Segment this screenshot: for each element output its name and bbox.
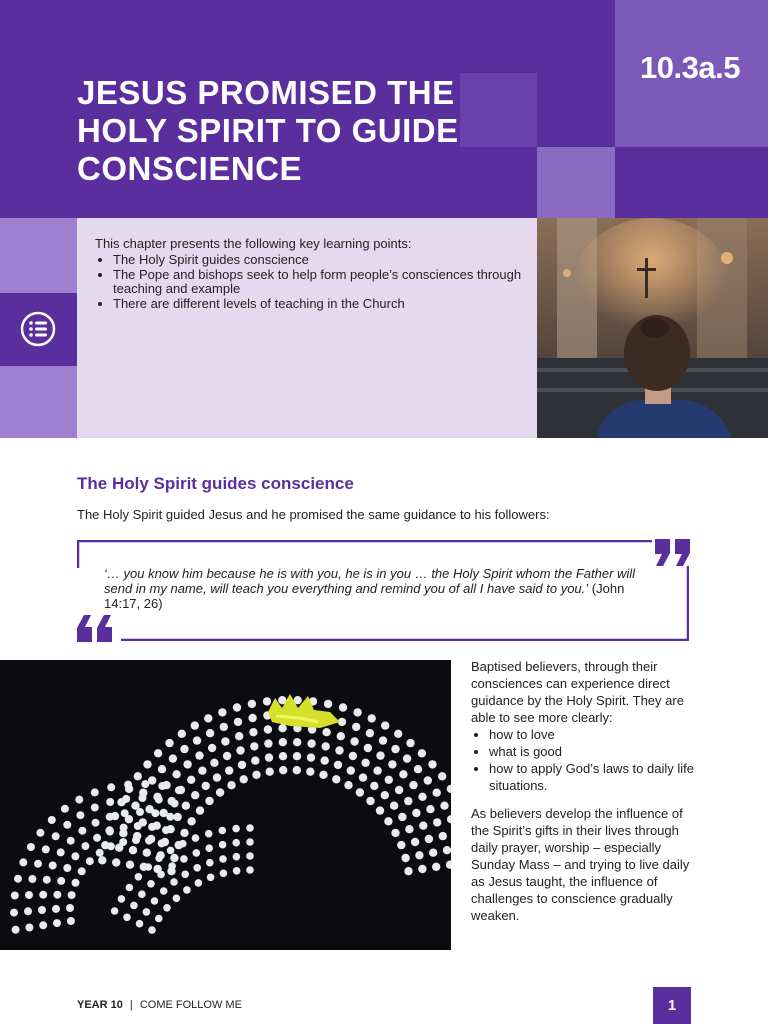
decor-square xyxy=(0,218,77,293)
light-dot xyxy=(426,805,434,813)
light-dot xyxy=(154,749,162,757)
light-dot xyxy=(279,766,287,774)
light-dot xyxy=(183,760,191,768)
decor-square xyxy=(0,366,77,438)
light-dot xyxy=(356,788,364,796)
light-dot xyxy=(151,897,159,905)
light-dot xyxy=(397,841,405,849)
light-dot xyxy=(180,829,188,837)
light-dot xyxy=(107,842,115,850)
light-dot xyxy=(236,746,244,754)
light-dot xyxy=(165,739,173,747)
light-dot xyxy=(359,773,367,781)
light-dot xyxy=(25,891,33,899)
light-dot xyxy=(136,920,144,928)
light-dot xyxy=(76,811,84,819)
light-dot xyxy=(157,871,165,879)
light-dot xyxy=(233,703,241,711)
list-item: • The Holy Spirit guides conscience xyxy=(113,253,543,268)
light-dot xyxy=(366,797,374,805)
church-photo xyxy=(537,218,768,438)
light-dot xyxy=(248,714,256,722)
light-dot xyxy=(196,806,204,814)
light-dot xyxy=(443,846,451,854)
light-dot xyxy=(134,772,142,780)
light-dot xyxy=(19,858,27,866)
light-dot xyxy=(381,791,389,799)
light-dot xyxy=(170,878,178,886)
light-dot xyxy=(438,772,446,780)
light-dot xyxy=(93,834,101,842)
light-dot xyxy=(38,906,46,914)
light-dot xyxy=(344,781,352,789)
light-dot xyxy=(324,700,332,708)
light-dot xyxy=(124,781,132,789)
light-dot xyxy=(265,753,273,761)
light-dot xyxy=(279,752,287,760)
light-dot xyxy=(178,730,186,738)
light-dot xyxy=(181,871,189,879)
light-dot xyxy=(207,874,215,882)
light-dot xyxy=(148,776,156,784)
list-item: • what is good xyxy=(489,743,719,760)
close-quote-icon xyxy=(654,539,692,567)
light-dot xyxy=(67,917,75,925)
light-dot xyxy=(307,753,315,761)
light-dot xyxy=(168,862,176,870)
light-dot xyxy=(158,782,166,790)
light-dot xyxy=(350,737,358,745)
light-dot xyxy=(63,864,71,872)
light-dot xyxy=(433,818,441,826)
light-dot xyxy=(193,864,201,872)
light-dot xyxy=(233,853,241,861)
light-dot xyxy=(384,817,392,825)
light-dot xyxy=(136,808,144,816)
light-dot xyxy=(43,876,51,884)
light-dot xyxy=(143,908,151,916)
light-dot xyxy=(10,909,18,917)
light-dot xyxy=(205,830,213,838)
quote-reference: (John 14:17, 26) xyxy=(104,581,625,611)
light-dot xyxy=(208,744,216,752)
light-dot xyxy=(264,725,272,733)
light-dot xyxy=(61,805,69,813)
light-dot xyxy=(391,829,399,837)
light-dot xyxy=(158,839,166,847)
light-dot xyxy=(57,877,65,885)
light-dot xyxy=(404,797,412,805)
light-dot xyxy=(25,924,33,932)
light-dot xyxy=(148,823,156,831)
light-dot xyxy=(322,728,330,736)
light-dot xyxy=(210,759,218,767)
light-dot xyxy=(14,875,22,883)
light-dot xyxy=(11,892,19,900)
right-bullet-list xyxy=(471,726,719,794)
light-dot xyxy=(155,915,163,923)
light-dot xyxy=(376,751,384,759)
light-dot xyxy=(141,780,149,788)
light-dot xyxy=(381,721,389,729)
chapter-code: 10.3a.5 xyxy=(640,50,740,85)
key-points-intro: This chapter presents the following key learning points: xyxy=(95,236,412,251)
light-dot xyxy=(121,809,129,817)
light-dot xyxy=(238,761,246,769)
right-paragraph-2: As believers develop the influence of the Spirit’s gifts in their lives through daily prayer, worship – especially Sunday Mass – and trying to live daily as Jesus taught, the influence of challenges to conscience gradually weaken. xyxy=(471,806,690,923)
light-dot xyxy=(160,887,168,895)
light-dot xyxy=(171,800,179,808)
light-dot xyxy=(373,767,381,775)
light-dot xyxy=(370,782,378,790)
light-dot xyxy=(187,817,195,825)
light-dot xyxy=(379,736,387,744)
light-dot xyxy=(414,765,422,773)
light-dot xyxy=(106,813,114,821)
light-dot xyxy=(219,855,227,863)
light-dot xyxy=(180,745,188,753)
light-dot xyxy=(391,745,399,753)
light-dot xyxy=(418,793,426,801)
light-dot xyxy=(39,921,47,929)
light-dot xyxy=(405,825,413,833)
light-dot xyxy=(151,809,159,817)
light-dot xyxy=(57,848,65,856)
light-dot xyxy=(339,703,347,711)
light-dot xyxy=(335,746,343,754)
light-dot xyxy=(52,905,60,913)
light-dot xyxy=(232,839,240,847)
light-dot xyxy=(145,837,153,845)
light-dot xyxy=(53,919,61,927)
light-dot xyxy=(193,849,201,857)
light-dot xyxy=(143,849,151,857)
footer-course: COME FOLLOW ME xyxy=(139,999,242,1011)
light-dot xyxy=(139,794,147,802)
light-dot xyxy=(170,854,178,862)
light-dot xyxy=(148,926,156,934)
light-dot xyxy=(49,862,57,870)
light-dot xyxy=(353,708,361,716)
light-dot xyxy=(86,857,94,865)
light-dot xyxy=(27,843,35,851)
light-dot xyxy=(418,749,426,757)
light-dot xyxy=(233,867,241,875)
light-dot xyxy=(220,723,228,731)
light-dot xyxy=(206,859,214,867)
light-dot xyxy=(334,761,342,769)
light-dot xyxy=(364,744,372,752)
light-dot xyxy=(412,809,420,817)
light-dot xyxy=(227,781,235,789)
light-dot xyxy=(195,751,203,759)
light-dot xyxy=(92,819,100,827)
light-dot xyxy=(395,786,403,794)
light-dot xyxy=(223,752,231,760)
light-dot xyxy=(404,867,412,875)
light-dot xyxy=(390,802,398,810)
dove-lights-image xyxy=(0,660,451,950)
light-dot xyxy=(205,797,213,805)
light-dot xyxy=(399,770,407,778)
light-dot xyxy=(332,775,340,783)
light-dot xyxy=(249,728,257,736)
open-quote-icon xyxy=(76,614,114,642)
light-dot xyxy=(266,768,274,776)
light-dot xyxy=(129,846,137,854)
light-dot xyxy=(246,838,254,846)
light-dot xyxy=(279,738,287,746)
light-dot xyxy=(195,879,203,887)
light-dot xyxy=(264,739,272,747)
light-dot xyxy=(67,837,75,845)
light-dot xyxy=(183,886,191,894)
light-dot xyxy=(118,895,126,903)
light-dot xyxy=(278,724,286,732)
light-dot xyxy=(126,884,134,892)
light-dot xyxy=(234,718,242,726)
light-dot xyxy=(169,754,177,762)
light-dot xyxy=(39,891,47,899)
light-dot xyxy=(439,832,447,840)
section-lead: The Holy Spirit guided Jesus and he promised the same guidance to his followers: xyxy=(77,507,550,522)
light-dot xyxy=(424,776,432,784)
light-dot xyxy=(130,902,138,910)
light-dot xyxy=(91,804,99,812)
light-dot xyxy=(81,842,89,850)
light-dot xyxy=(322,742,330,750)
light-dot xyxy=(376,806,384,814)
light-dot xyxy=(319,771,327,779)
light-dot xyxy=(248,700,256,708)
quote-body: ‘… you know him because he is with you, he is in you … the Holy Spirit whom the Father will send in my name, will teach you everything and remind you of all I have said to you.’ xyxy=(104,566,636,596)
light-dot xyxy=(306,768,314,776)
light-dot xyxy=(419,822,427,830)
footer xyxy=(77,999,242,1011)
light-dot xyxy=(42,845,50,853)
light-dot xyxy=(433,789,441,797)
light-dot xyxy=(191,791,199,799)
light-dot xyxy=(218,708,226,716)
light-dot xyxy=(175,786,183,794)
light-dot xyxy=(68,891,76,899)
light-dot xyxy=(191,721,199,729)
light-dot xyxy=(66,904,74,912)
light-dot xyxy=(119,838,127,846)
light-dot xyxy=(250,742,258,750)
light-dot xyxy=(246,852,254,860)
light-dot xyxy=(220,870,228,878)
light-dot xyxy=(167,847,175,855)
light-dot xyxy=(96,849,104,857)
right-paragraph-1: Baptised believers, through their consciences can experience direct guidance by the Holy Spirit. They are able to see more clearly: xyxy=(471,659,684,725)
light-dot xyxy=(293,766,301,774)
light-dot xyxy=(34,860,42,868)
light-dot xyxy=(111,907,119,915)
light-dot xyxy=(368,714,376,722)
light-dot xyxy=(418,865,426,873)
light-dot xyxy=(432,863,440,871)
list-icon xyxy=(20,311,56,347)
light-dot xyxy=(182,802,190,810)
light-dot xyxy=(72,879,80,887)
key-points-list xyxy=(95,253,543,311)
light-dot xyxy=(162,826,170,834)
light-dot xyxy=(429,849,437,857)
light-dot xyxy=(263,697,271,705)
light-dot xyxy=(53,891,61,899)
light-dot xyxy=(202,782,210,790)
light-dot xyxy=(409,781,417,789)
light-dot xyxy=(135,873,143,881)
light-dot xyxy=(155,796,163,804)
footer-year: YEAR 10 xyxy=(77,999,123,1011)
light-dot xyxy=(394,730,402,738)
light-dot xyxy=(232,825,240,833)
light-dot xyxy=(216,788,224,796)
light-dot xyxy=(63,821,71,829)
light-dot xyxy=(411,838,419,846)
key-points-panel xyxy=(77,218,537,438)
light-dot xyxy=(398,813,406,821)
light-dot xyxy=(132,836,140,844)
light-dot xyxy=(28,875,36,883)
light-dot xyxy=(147,880,155,888)
light-dot xyxy=(107,783,115,791)
light-dot xyxy=(71,852,79,860)
light-dot xyxy=(205,844,213,852)
light-dot xyxy=(36,829,44,837)
light-dot xyxy=(106,798,114,806)
chapter-title: JESUS PROMISED THE HOLY SPIRIT TO GUIDE CONSCIENCE xyxy=(77,74,459,187)
light-dot xyxy=(134,822,142,830)
list-item: • how to apply God’s laws to daily life situations. xyxy=(489,760,719,794)
light-dot xyxy=(401,854,409,862)
light-dot xyxy=(122,795,130,803)
light-dot xyxy=(246,866,254,874)
light-dot xyxy=(112,858,120,866)
light-dot xyxy=(123,914,131,922)
light-dot xyxy=(48,816,56,824)
light-dot xyxy=(385,776,393,784)
light-dot xyxy=(78,867,86,875)
light-dot xyxy=(252,771,260,779)
light-dot xyxy=(98,856,106,864)
light-dot xyxy=(251,756,259,764)
list-item: • The Pope and bishops seek to help form people’s consciences through teaching and example xyxy=(113,268,543,297)
light-dot xyxy=(193,736,201,744)
light-dot xyxy=(440,802,448,810)
light-dot xyxy=(219,841,227,849)
light-dot xyxy=(425,835,433,843)
light-dot xyxy=(173,895,181,903)
light-dot xyxy=(172,770,180,778)
light-dot xyxy=(12,926,20,934)
light-dot xyxy=(180,855,188,863)
light-dot xyxy=(78,827,86,835)
light-dot xyxy=(235,732,243,740)
light-dot xyxy=(106,828,114,836)
light-dot xyxy=(361,759,369,767)
light-dot xyxy=(52,832,60,840)
light-dot xyxy=(24,907,32,915)
light-dot xyxy=(221,737,229,745)
list-item: • how to love xyxy=(489,726,719,743)
light-dot xyxy=(352,723,360,731)
light-dot xyxy=(143,760,151,768)
list-item: • There are different levels of teaching in the Church xyxy=(113,297,543,312)
light-dot xyxy=(406,739,414,747)
light-dot xyxy=(349,752,357,760)
light-dot xyxy=(75,796,83,804)
light-dot xyxy=(293,738,301,746)
footer-separator: | xyxy=(129,999,133,1011)
light-dot xyxy=(403,754,411,762)
light-dot xyxy=(173,813,181,821)
light-dot xyxy=(204,714,212,722)
light-dot xyxy=(415,851,423,859)
light-dot xyxy=(337,732,345,740)
light-dot xyxy=(192,834,200,842)
light-dot xyxy=(163,904,171,912)
light-dot xyxy=(388,760,396,768)
light-dot xyxy=(293,752,301,760)
light-dot xyxy=(219,827,227,835)
light-dot xyxy=(347,766,355,774)
header-tile xyxy=(537,147,615,218)
light-dot xyxy=(240,775,248,783)
light-dot xyxy=(145,863,153,871)
light-dot xyxy=(155,854,163,862)
scripture-quote xyxy=(104,566,644,611)
light-dot xyxy=(91,788,99,796)
light-dot xyxy=(166,813,174,821)
light-dot xyxy=(307,739,315,747)
light-dot xyxy=(187,776,195,784)
light-dot xyxy=(246,824,254,832)
light-dot xyxy=(120,824,128,832)
light-dot xyxy=(213,773,221,781)
page-number: 1 xyxy=(653,987,691,1024)
light-dot xyxy=(179,840,187,848)
light-dot xyxy=(198,767,206,775)
light-dot xyxy=(138,890,146,898)
light-dot xyxy=(206,729,214,737)
light-dot xyxy=(158,765,166,773)
light-dot xyxy=(366,729,374,737)
light-dot xyxy=(428,760,436,768)
light-dot xyxy=(225,766,233,774)
light-dot xyxy=(321,756,329,764)
light-dot xyxy=(126,861,134,869)
section-heading: The Holy Spirit guides conscience xyxy=(77,474,354,493)
